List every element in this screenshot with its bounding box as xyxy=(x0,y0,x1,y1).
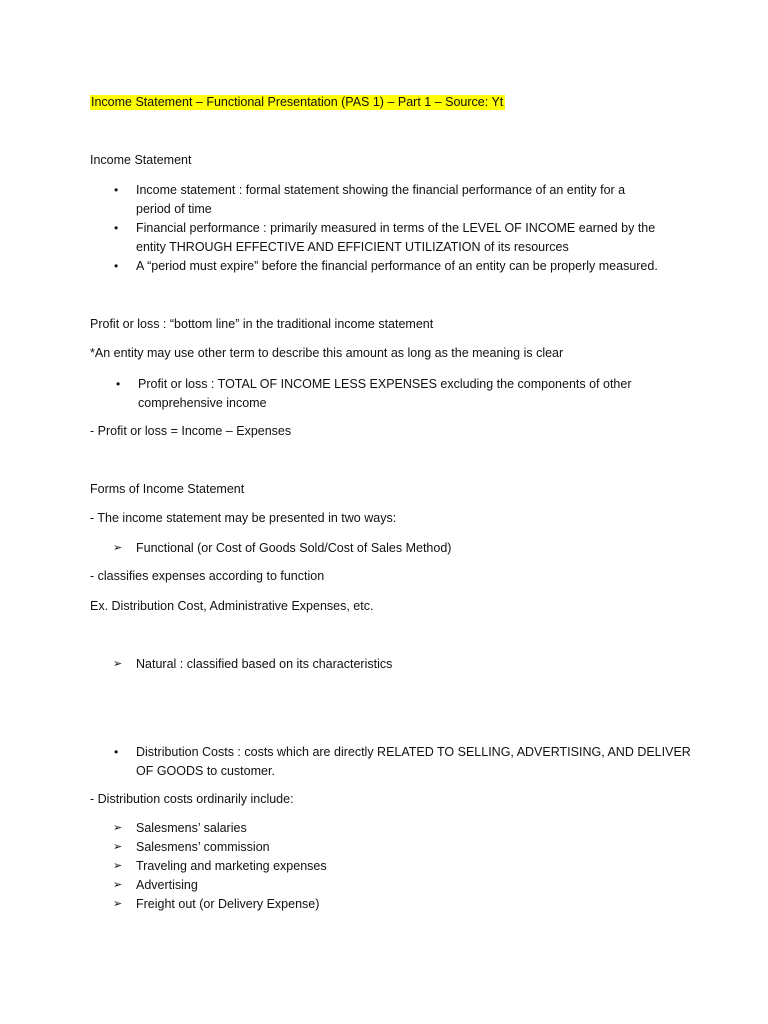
bullet-item: • Distribution Costs : costs which are directly RELATED TO SELLING, ADVERTISING, AND DELIVER OF GOODS to customer. xyxy=(114,745,691,778)
arrow-icon: ➢ xyxy=(113,879,123,891)
arrow-item: ➢ Traveling and marketing expenses xyxy=(0,857,327,876)
profit-or-loss-formula: - Profit or loss = Income – Expenses xyxy=(90,424,292,438)
arrow-item: ➢ Salesmens’ commission xyxy=(0,838,327,857)
arrow-item: ➢ Freight out (or Delivery Expense) xyxy=(0,895,327,914)
distribution-costs-bullets xyxy=(0,743,691,781)
functional-example: Ex. Distribution Cost, Administrative Expenses, etc. xyxy=(90,599,374,613)
bullet-item: • Financial performance : primarily measured in terms of the LEVEL OF INCOME earned by the entity THROUGH EFFECTIVE AND EFFICIENT UTILIZATION of its resources xyxy=(114,221,656,254)
profit-or-loss-bullets xyxy=(0,375,632,413)
arrow-item: ➢ Salesmens’ salaries xyxy=(0,819,327,838)
arrow-icon: ➢ xyxy=(113,898,123,910)
section-heading-forms: Forms of Income Statement xyxy=(90,482,245,496)
bullet-icon: • xyxy=(116,377,121,391)
income-statement-bullets xyxy=(0,181,658,276)
profit-or-loss-definition: Profit or loss : “bottom line” in the traditional income statement xyxy=(90,317,434,331)
functional-item-list xyxy=(0,539,451,558)
bullet-icon: • xyxy=(114,183,119,197)
bullet-icon: • xyxy=(114,745,119,759)
arrow-icon: ➢ xyxy=(113,841,123,853)
forms-intro: - The income statement may be presented in two ways: xyxy=(90,511,397,525)
bullet-icon: • xyxy=(114,259,119,273)
section-heading-income-statement: Income Statement xyxy=(90,153,192,167)
arrow-icon: ➢ xyxy=(113,860,123,872)
bullet-item: • A “period must expire” before the financial performance of an entity can be properly measured. xyxy=(0,257,658,276)
highlighted-title: Income Statement – Functional Presentation (PAS 1) – Part 1 – Source: Yt xyxy=(91,95,504,109)
arrow-icon: ➢ xyxy=(113,658,123,670)
distribution-costs-intro: - Distribution costs ordinarily include: xyxy=(90,792,294,806)
arrow-icon: ➢ xyxy=(113,822,123,834)
arrow-icon: ➢ xyxy=(113,542,123,554)
functional-description: - classifies expenses according to function xyxy=(90,569,325,583)
bullet-item: • Income statement : formal statement showing the financial performance of an entity for a period of time xyxy=(114,183,626,216)
bullet-item: • Profit or loss : TOTAL OF INCOME LESS EXPENSES excluding the components of other comprehensive income xyxy=(116,377,632,410)
arrow-item: ➢ Advertising xyxy=(0,876,327,895)
bullet-icon: • xyxy=(114,221,119,235)
arrow-item: ➢ Natural : classified based on its characteristics xyxy=(0,655,392,674)
arrow-item: ➢ Functional (or Cost of Goods Sold/Cost of Sales Method) xyxy=(0,539,451,558)
distribution-costs-list xyxy=(0,819,327,914)
document-title xyxy=(90,94,505,110)
profit-or-loss-note: *An entity may use other term to describe this amount as long as the meaning is clear xyxy=(90,346,564,360)
natural-item-list xyxy=(0,655,392,674)
